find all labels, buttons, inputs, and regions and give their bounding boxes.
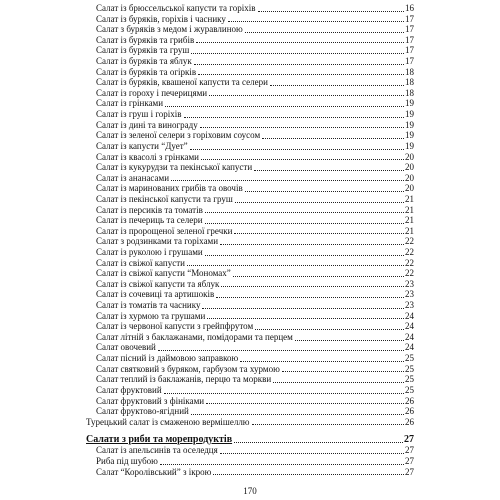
toc-entry-page: 19 <box>405 98 414 109</box>
toc-entry-title: Салат із буряків та яблук <box>96 56 192 67</box>
toc-entry-page: 19 <box>405 119 414 130</box>
dot-leader <box>187 265 404 266</box>
toc-entry-title: Салат літній з баклажанами, помідорами та перцем <box>96 331 293 342</box>
toc-entry[interactable] <box>86 45 414 56</box>
toc-entry[interactable] <box>86 98 414 109</box>
toc-entry[interactable] <box>86 77 414 88</box>
dot-leader <box>220 244 404 245</box>
dot-leader <box>245 32 404 33</box>
dot-leader <box>205 255 404 256</box>
toc-entry[interactable] <box>86 247 414 258</box>
toc-entry-title: Салат із червоної капусти з грейпфрутом <box>96 321 254 332</box>
toc-entry[interactable] <box>86 332 414 343</box>
toc-entry-title: Салат із гороху і печерицями <box>96 87 208 98</box>
dot-leader <box>233 276 404 277</box>
toc-entry[interactable] <box>86 109 414 120</box>
toc-entry[interactable] <box>86 205 414 216</box>
dot-leader <box>273 382 404 383</box>
toc-entry-page: 26 <box>405 406 414 417</box>
toc-entry[interactable] <box>86 215 414 226</box>
toc-entry-title: Салат із свіжої капусти та яблук <box>96 278 220 289</box>
toc-entry[interactable] <box>86 226 414 237</box>
toc-entry-page: 20 <box>405 151 414 162</box>
dot-leader <box>295 340 404 341</box>
toc-entry-title: Салат фруктовий з фініками <box>96 395 205 406</box>
dot-leader <box>270 85 404 86</box>
dot-leader <box>190 149 404 150</box>
toc-entry-title: Салат із буряків та груш <box>96 45 190 56</box>
toc-entry-page: 19 <box>405 130 414 141</box>
toc-entry[interactable] <box>86 35 414 46</box>
toc-entry-page: 24 <box>405 342 414 353</box>
dot-leader <box>220 453 404 454</box>
toc-entry-title: Салат із дині та винограду <box>96 119 198 130</box>
toc-entry-title: Салат із квасолі з грінками <box>96 151 199 162</box>
dot-leader <box>202 308 404 309</box>
toc-entry-page: 23 <box>405 300 414 311</box>
dot-leader <box>235 202 404 203</box>
toc-entry-page: 21 <box>405 193 414 204</box>
toc-entry-page: 24 <box>405 331 414 342</box>
toc-entry-title: Салат із зеленої селери з горіховим соусом <box>96 130 261 141</box>
toc-entry-page: 17 <box>405 13 414 24</box>
toc-entry[interactable] <box>86 24 414 35</box>
toc-entry-page: 27 <box>405 445 414 456</box>
toc-entry-page: 18 <box>405 87 414 98</box>
dot-leader <box>164 393 404 394</box>
toc-entry[interactable] <box>86 385 414 396</box>
toc-entry-title: Салат із свіжої капусти “Мономах” <box>96 268 231 279</box>
section-title: Салати з риби та морепродуктів <box>86 433 233 445</box>
toc-entry[interactable] <box>86 406 414 417</box>
dot-leader <box>234 233 404 234</box>
toc-entry[interactable] <box>86 289 414 300</box>
dot-leader <box>198 74 404 75</box>
toc-entry-title: Салат із печериць та селери <box>96 215 203 226</box>
toc-entry[interactable] <box>86 258 414 269</box>
toc-entry[interactable] <box>86 162 414 173</box>
table-of-contents <box>86 3 414 477</box>
toc-entry[interactable] <box>86 445 414 456</box>
toc-entry-title: Салат із руколою і грушами <box>96 247 203 257</box>
dot-leader <box>171 180 404 181</box>
toc-entry-page: 20 <box>405 162 414 173</box>
toc-entry[interactable] <box>86 56 414 67</box>
dot-leader <box>205 223 404 224</box>
toc-entry-page: 22 <box>405 247 414 257</box>
dot-leader <box>206 403 404 404</box>
toc-entry[interactable] <box>86 67 414 78</box>
toc-entry-page: 21 <box>405 215 414 226</box>
toc-entry[interactable] <box>86 268 414 279</box>
toc-entry-title: Салат із хурмою та грушами <box>96 310 206 321</box>
toc-entry-title: Салат із свіжої капусти <box>96 257 185 268</box>
toc-entry-page: 20 <box>405 183 414 194</box>
toc-entry-page: 25 <box>405 363 414 374</box>
toc-entry[interactable] <box>86 236 414 247</box>
dot-leader <box>158 350 404 351</box>
toc-entry-page: 25 <box>405 374 414 385</box>
toc-entry-title: Салат із кукурудзи та пекінської капусти <box>96 162 253 173</box>
toc-entry-page: 27 <box>405 466 414 477</box>
toc-entry-title: Салат із грінками <box>96 98 164 109</box>
dot-leader <box>200 127 404 128</box>
toc-entry-page: 25 <box>405 353 414 364</box>
toc-entry-page: 19 <box>405 109 414 120</box>
toc-entry-title: Салат із апельсинів та оселедця <box>96 445 218 456</box>
toc-entry-page: 24 <box>405 310 414 321</box>
dot-leader <box>191 53 404 54</box>
toc-entry-page: 17 <box>405 56 414 67</box>
dot-leader <box>196 42 404 43</box>
toc-entry-title: Салат із сочевиці та артишоків <box>96 289 215 300</box>
toc-entry-title: Салат із пророщеної зеленої гречки <box>96 225 233 236</box>
toc-entry[interactable] <box>86 173 414 184</box>
toc-entry[interactable] <box>86 374 414 385</box>
toc-entry-page: 22 <box>405 257 414 268</box>
dot-leader <box>216 297 404 298</box>
dot-leader <box>165 106 404 107</box>
toc-entry[interactable] <box>86 364 414 375</box>
dot-leader <box>255 329 404 330</box>
dot-leader <box>207 318 404 319</box>
toc-entry-title: Салат з буряків з медом і журавлиною <box>96 24 243 35</box>
toc-entry-title: Салат фруктово-ягідний <box>96 406 189 417</box>
dot-leader <box>194 64 404 65</box>
toc-entry-page: 27 <box>405 455 414 466</box>
dot-leader <box>209 95 404 96</box>
dot-leader <box>234 442 403 443</box>
toc-entry[interactable] <box>86 183 414 194</box>
toc-entry[interactable] <box>86 3 414 14</box>
toc-entry-title: Салат теплий із баклажанів, перцю та моркви <box>96 374 272 385</box>
dot-leader <box>258 11 404 12</box>
toc-entry-title: Салат із томатів та часнику <box>96 300 201 311</box>
toc-entry-title: Салат із маринованих грибів та овочів <box>96 183 243 194</box>
dot-leader <box>240 361 404 362</box>
dot-leader <box>252 424 404 425</box>
toc-entry-title: Салат із груш і горіхів <box>96 109 182 120</box>
toc-entry-page: 25 <box>405 384 414 395</box>
toc-entry-title: Риба під шубою <box>96 455 158 466</box>
toc-entry[interactable] <box>86 396 414 407</box>
toc-section-entries <box>86 445 414 477</box>
toc-entry[interactable] <box>86 120 414 131</box>
dot-leader <box>201 159 404 160</box>
toc-entry-page: 22 <box>405 236 414 247</box>
toc-entry[interactable] <box>86 343 414 354</box>
toc-entries <box>86 3 414 427</box>
dot-leader <box>221 286 404 287</box>
toc-entry-title: Салат із персиків та томатів <box>96 204 203 215</box>
toc-entry-page: 26 <box>405 395 414 406</box>
toc-entry-title: Салат із буряків та грибів <box>96 34 195 45</box>
dot-leader <box>254 170 404 171</box>
toc-entry-page: 17 <box>405 34 414 45</box>
toc-entry-page: 23 <box>405 289 414 300</box>
toc-entry[interactable] <box>86 194 414 205</box>
toc-entry-page: 16 <box>405 2 414 13</box>
toc-entry[interactable] <box>86 321 414 332</box>
toc-entry-page: 23 <box>405 278 414 289</box>
toc-entry-page: 20 <box>405 172 414 183</box>
section-page: 27 <box>404 433 414 445</box>
toc-entry-page: 24 <box>405 321 414 332</box>
toc-entry[interactable] <box>86 353 414 364</box>
toc-entry[interactable] <box>86 152 414 163</box>
toc-entry[interactable] <box>86 88 414 99</box>
toc-entry-page: 22 <box>405 268 414 279</box>
toc-entry[interactable] <box>86 279 414 290</box>
dot-leader <box>262 138 404 139</box>
toc-entry[interactable] <box>86 141 414 152</box>
toc-entry[interactable] <box>86 417 414 428</box>
toc-entry-title: Салат пісний із даймовою заправкою <box>96 353 239 364</box>
toc-entry[interactable] <box>86 14 414 25</box>
dot-leader <box>228 21 404 22</box>
toc-entry-page: 18 <box>405 66 414 77</box>
toc-entry-page: 17 <box>405 24 414 35</box>
toc-entry-title: Турецький салат із смаженою вермішеллю <box>86 416 250 427</box>
toc-entry-page: 18 <box>405 77 414 88</box>
toc-entry-title: Салат із брюссельської капусти та горіхів <box>96 2 256 13</box>
toc-entry-title: Салат із буряків, квашеної капусти та селери <box>96 77 268 88</box>
dot-leader <box>191 414 404 415</box>
toc-entry-title: Салат святковий з буряком, гарбузом та хурмою <box>96 363 280 374</box>
toc-entry-title: Салат із капусти “Дует” <box>96 140 188 151</box>
dot-leader <box>205 212 404 213</box>
toc-entry[interactable] <box>86 130 414 141</box>
toc-entry-title: Салат фруктовий <box>96 384 162 395</box>
toc-entry[interactable] <box>86 467 414 478</box>
page-number: 170 <box>243 486 257 496</box>
toc-entry-title: Салат із буряків, горіхів і часнику <box>96 13 226 24</box>
toc-entry-title: Салат з родзинками та горіхами <box>96 236 219 247</box>
dot-leader <box>282 371 404 372</box>
dot-leader <box>160 464 404 465</box>
toc-entry[interactable] <box>86 311 414 322</box>
toc-entry-title: Салат із пекінської капусти та груш <box>96 193 233 204</box>
toc-entry-page: 26 <box>405 416 414 427</box>
toc-entry-title: Салат із буряків та огірків <box>96 66 197 77</box>
toc-entry[interactable] <box>86 300 414 311</box>
toc-entry-page: 19 <box>405 140 414 151</box>
dot-leader <box>245 191 404 192</box>
toc-entry-title: Салат “Королівський” з ікрою <box>96 466 212 477</box>
toc-section-heading[interactable] <box>86 432 414 445</box>
dot-leader <box>213 474 404 475</box>
toc-entry-page: 17 <box>405 45 414 56</box>
dot-leader <box>184 117 404 118</box>
toc-entry-title: Салат із ананасами <box>96 172 170 183</box>
toc-entry-title: Салат овочевий <box>96 342 156 353</box>
toc-entry[interactable] <box>86 456 414 467</box>
toc-entry-page: 21 <box>405 225 414 236</box>
toc-entry-page: 21 <box>405 204 414 215</box>
